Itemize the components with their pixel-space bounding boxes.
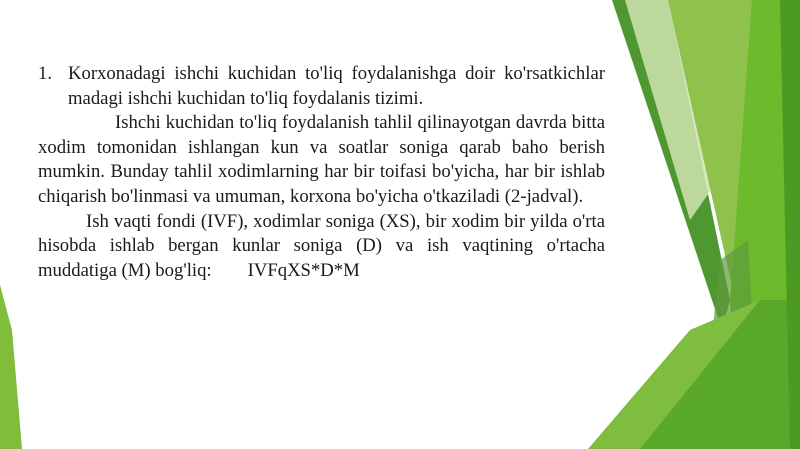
green-left-sliver bbox=[0, 285, 22, 449]
list-item bbox=[38, 62, 605, 111]
list-item-text: Korxonadagi ishchi kuchidan to'liq foydalanishga doir ko'rsatkichlar madagi ishchi kuchidan to'liq foydalanis tizimi. bbox=[68, 63, 605, 109]
paragraph-text: Ish vaqti fondi (IVF), xodimlar soniga (XS), bir xodim bir yilda o'rta hisobda ishlab bergan kunlar soniga (D) va ish vaqtining o'rtacha muddatiga (M) bog'liq: bbox=[38, 210, 605, 281]
list-item-number: 1. bbox=[38, 63, 53, 84]
paragraph-work-time-fund bbox=[38, 210, 605, 284]
slide-content bbox=[38, 62, 605, 283]
paragraph-workforce-analysis: Ishchi kuchidan to'liq foydalanish tahlil qilinayotgan davrda bitta xodim tomonidan ishlangan kun va soatlar soniga qarab baho berish mumkin. Bunday tahlil xodimlarning har bir toifasi bo'yicha, har bir ishlab chiqarish bo'linmasi va umuman, korxona bo'yicha o'tkaziladi (2-jadval). bbox=[38, 112, 605, 207]
formula: IVFqXS*D*M bbox=[247, 259, 360, 281]
